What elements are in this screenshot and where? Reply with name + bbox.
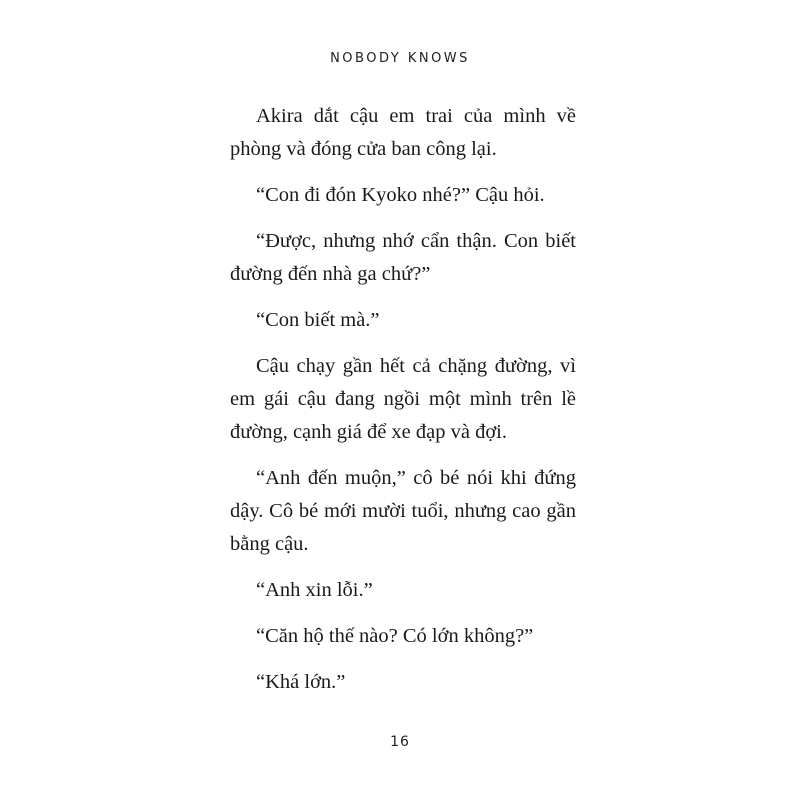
- paragraph: “Con đi đón Kyoko nhé?” Cậu hỏi.: [256, 184, 545, 206]
- paragraph: “Con biết mà.”: [256, 309, 380, 331]
- paragraph: “Căn hộ thế nào? Có lớn không?”: [256, 625, 534, 647]
- paragraph: “Anh xin lỗi.”: [256, 579, 373, 601]
- paragraph: Cậu chạy gần hết cả chặng đường, vì em gái cậu đang ngồi một mình trên lề đường, cạnh giá để xe đạp và đợi.: [230, 355, 576, 443]
- page-number: 16: [390, 734, 410, 750]
- paragraph: Akira dắt cậu em trai của mình về phòng và đóng cửa ban công lại.: [230, 105, 576, 160]
- running-head: NOBODY KNOWS: [330, 51, 470, 66]
- paragraph: “Anh đến muộn,” cô bé nói khi đứng dậy. Cô bé mới mười tuổi, nhưng cao gần bằng cậu.: [230, 467, 576, 555]
- body-text: [230, 100, 576, 712]
- paragraph: “Khá lớn.”: [256, 671, 346, 693]
- paragraph: “Được, nhưng nhớ cẩn thận. Con biết đường đến nhà ga chứ?”: [230, 230, 576, 285]
